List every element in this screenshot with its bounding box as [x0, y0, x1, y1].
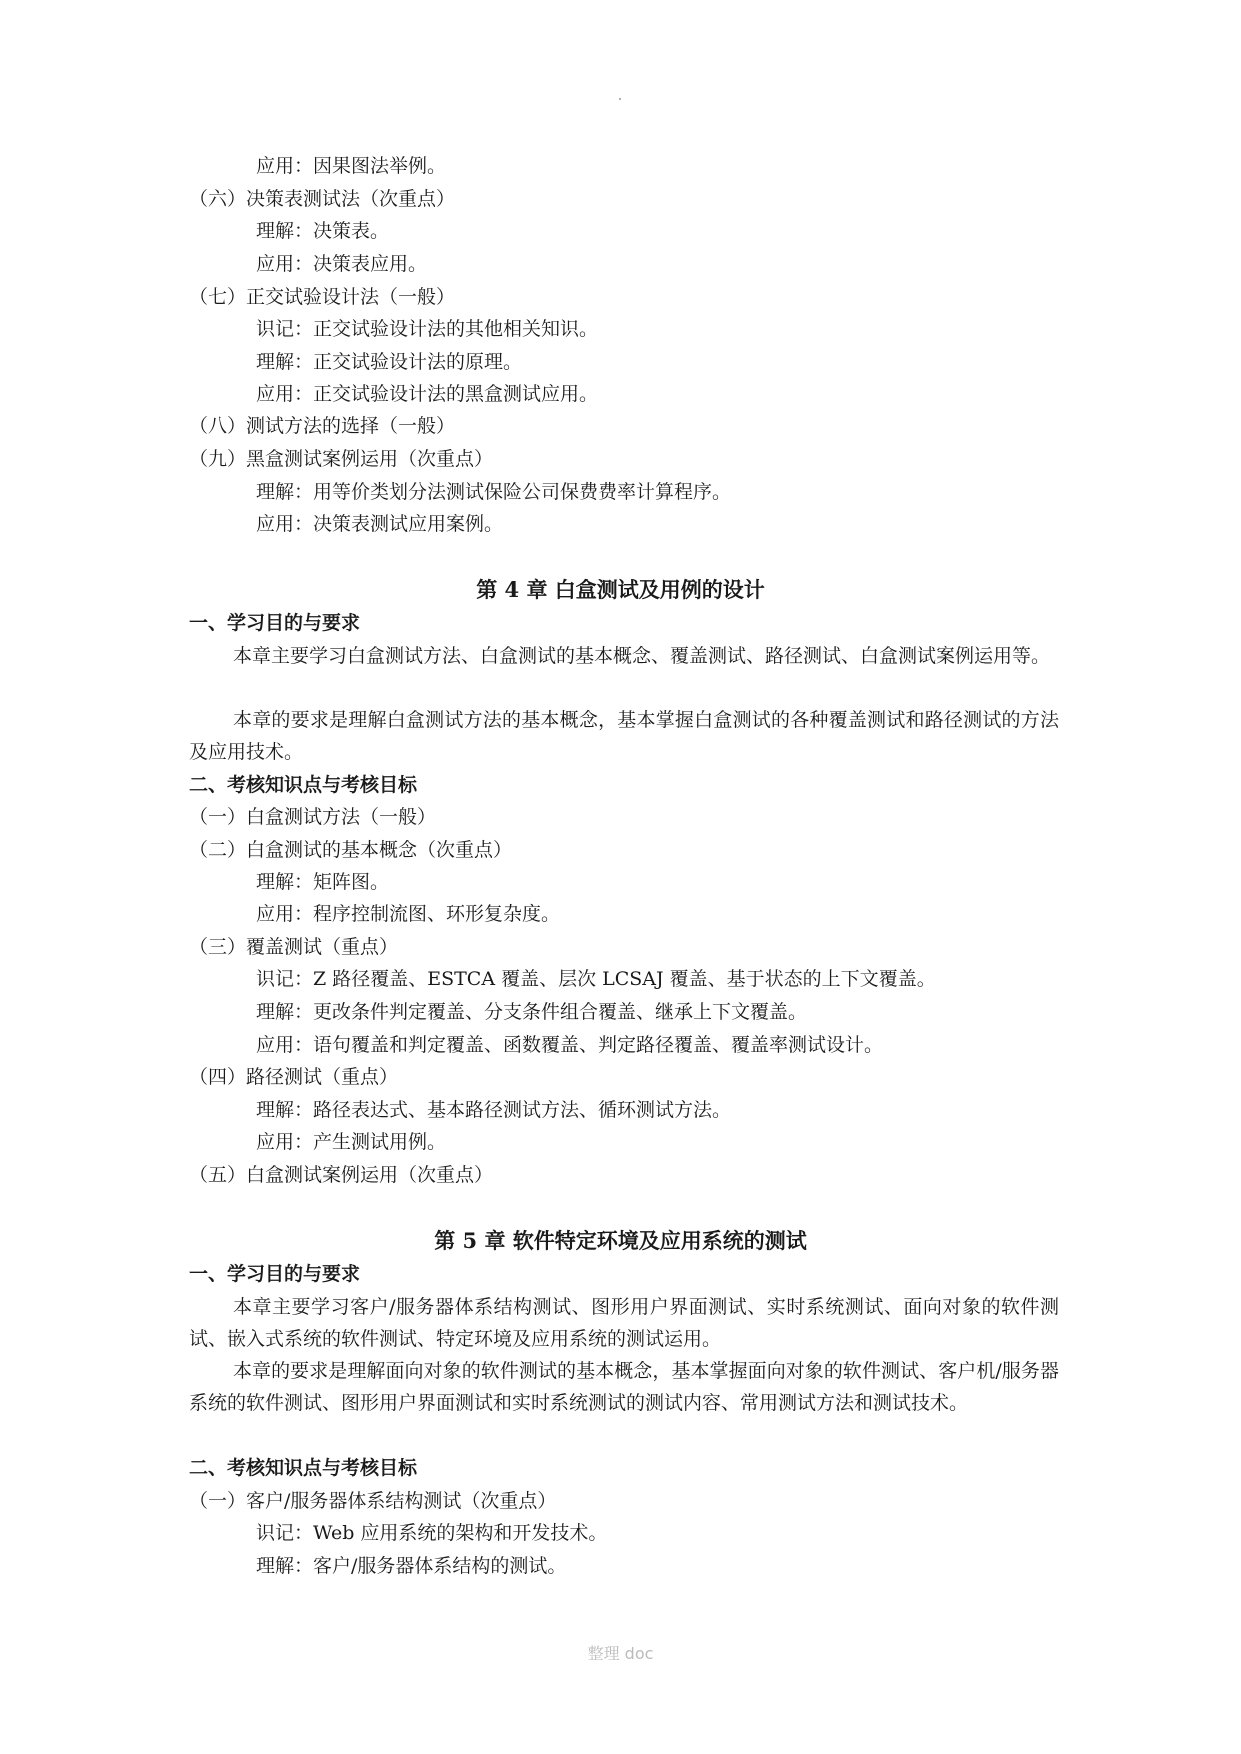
chapter-4-section-1-title: 一、学习目的与要求 [189, 612, 361, 634]
list-item: 应用：正交试验设计法的黑盒测试应用。 [256, 383, 599, 405]
list-item: 识记：正交试验设计法的其他相关知识。 [256, 318, 599, 340]
list-item: （五）白盒测试案例运用（次重点） [189, 1164, 494, 1186]
list-item: （二）白盒测试的基本概念（次重点） [189, 839, 513, 861]
list-item: 理解：矩阵图。 [256, 871, 390, 893]
list-item: （七）正交试验设计法（一般） [189, 286, 456, 308]
list-item: 应用：语句覆盖和判定覆盖、函数覆盖、判定路径覆盖、覆盖率测试设计。 [256, 1034, 884, 1056]
page-footer: 整理 doc [587, 1644, 654, 1663]
list-item: 理解：更改条件判定覆盖、分支条件组合覆盖、继承上下文覆盖。 [256, 1001, 808, 1023]
chapter-4-section-2-title: 二、考核知识点与考核目标 [189, 774, 418, 796]
chapter-5-paragraph-2: 本章的要求是理解面向对象的软件测试的基本概念，基本掌握面向对象的软件测试、客户机/服务器系统的软件测试、图形用户界面测试和实时系统测试的测试内容、常用测试方法和测试技术。 [189, 1360, 1059, 1414]
list-item: 理解：客户/服务器体系结构的测试。 [256, 1555, 567, 1577]
list-item: （一）客户/服务器体系结构测试（次重点） [189, 1490, 557, 1512]
list-item: 识记：Web 应用系统的架构和开发技术。 [256, 1522, 608, 1544]
chapter-4-paragraph-2: 本章的要求是理解白盒测试方法的基本概念，基本掌握白盒测试的各种覆盖测试和路径测试的方法及应用技术。 [189, 709, 1059, 763]
list-item: （四）路径测试（重点） [189, 1066, 399, 1088]
list-item: 应用：产生测试用例。 [256, 1131, 447, 1153]
list-item: 理解：路径表达式、基本路径测试方法、循环测试方法。 [256, 1099, 732, 1121]
list-item: （八）测试方法的选择（一般） [189, 415, 456, 437]
header-dot [619, 98, 621, 100]
list-item: 理解：决策表。 [256, 220, 390, 242]
list-item: 识记：Z 路径覆盖、ESTCA 覆盖、层次 LCSAJ 覆盖、基于状态的上下文覆盖。 [256, 968, 936, 990]
list-item: （九）黑盒测试案例运用（次重点） [189, 448, 494, 470]
list-item: 理解：正交试验设计法的原理。 [256, 351, 523, 373]
chapter-5-section-2-title: 二、考核知识点与考核目标 [189, 1457, 418, 1479]
list-item: 应用：程序控制流图、环形复杂度。 [256, 903, 561, 925]
list-item: 应用：因果图法举例。 [256, 155, 447, 177]
list-item: 应用：决策表应用。 [256, 253, 428, 275]
chapter-4-title: 第 4 章 白盒测试及用例的设计 [476, 577, 765, 602]
list-item: 理解：用等价类划分法测试保险公司保费费率计算程序。 [256, 481, 732, 503]
chapter-4-paragraph-1: 本章主要学习白盒测试方法、白盒测试的基本概念、覆盖测试、路径测试、白盒测试案例运用等。 [233, 645, 1051, 667]
chapter-5-section-1-title: 一、学习目的与要求 [189, 1263, 361, 1285]
list-item: （六）决策表测试法（次重点） [189, 188, 456, 210]
chapter-5-paragraph-1: 本章主要学习客户/服务器体系结构测试、图形用户界面测试、实时系统测试、面向对象的软件测试、嵌入式系统的软件测试、特定环境及应用系统的测试运用。 [189, 1296, 1059, 1350]
list-item: 应用：决策表测试应用案例。 [256, 513, 504, 535]
list-item: （三）覆盖测试（重点） [189, 936, 399, 958]
list-item: （一）白盒测试方法（一般） [189, 806, 437, 828]
chapter-5-title: 第 5 章 软件特定环境及应用系统的测试 [434, 1228, 807, 1253]
